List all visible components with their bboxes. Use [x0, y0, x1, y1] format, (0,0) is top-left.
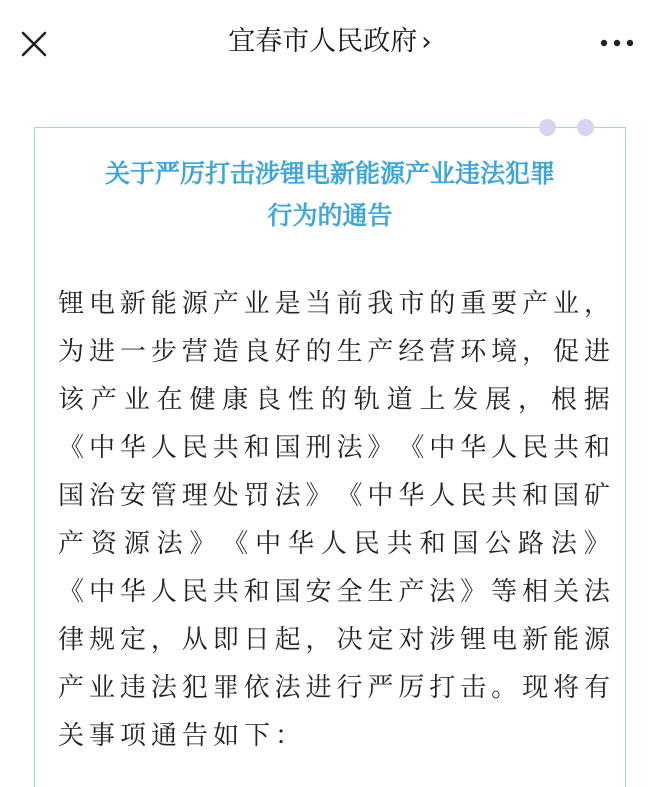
- decorative-dot: [539, 119, 556, 136]
- body-glyph: 罚: [243, 481, 270, 511]
- article-title-line: 行为的通告: [267, 201, 393, 230]
- body-line: [58, 664, 610, 712]
- body-glyph: 共: [212, 577, 239, 607]
- body-glyph: 民: [522, 433, 549, 463]
- body-glyph: 进: [88, 337, 115, 367]
- body-glyph: 根: [550, 385, 577, 415]
- body-glyph: 业: [243, 289, 270, 319]
- body-glyph: 国: [274, 433, 301, 463]
- body-glyph: 营: [181, 337, 208, 367]
- body-glyph: 在: [156, 385, 183, 415]
- body-glyph: 和: [522, 481, 549, 511]
- body-glyph: 是: [274, 289, 301, 319]
- body-glyph: 中: [367, 481, 394, 511]
- body-glyph: 国: [58, 481, 85, 511]
- body-glyph: 法: [150, 673, 177, 703]
- body-glyph: 将: [553, 673, 580, 703]
- body-glyph: 造: [212, 337, 239, 367]
- body-glyph: 日: [243, 625, 270, 655]
- body-glyph: 人: [429, 481, 456, 511]
- body-glyph: 上: [419, 385, 446, 415]
- body-glyph: 全: [336, 577, 363, 607]
- body-glyph: 人: [150, 577, 177, 607]
- body-glyph: 》: [189, 529, 216, 559]
- body-glyph: 即: [212, 625, 239, 655]
- body-glyph: 产: [367, 337, 394, 367]
- body-glyph: ，: [150, 625, 177, 655]
- body-glyph: 安: [119, 481, 146, 511]
- body-glyph: 罪: [212, 673, 239, 703]
- body-glyph: 国: [274, 577, 301, 607]
- body-glyph: 。: [491, 673, 518, 703]
- decorative-dot: [577, 119, 594, 136]
- body-glyph: 良: [243, 337, 270, 367]
- body-line: [58, 424, 610, 472]
- body-glyph: 相: [522, 577, 549, 607]
- body-glyph: 健: [189, 385, 216, 415]
- body-glyph: 的: [429, 289, 456, 319]
- body-line: [58, 568, 610, 616]
- body-glyph: 涉: [429, 625, 456, 655]
- body-glyph: 定: [119, 625, 146, 655]
- body-glyph: 中: [88, 433, 115, 463]
- body-glyph: 生: [336, 337, 363, 367]
- body-glyph: 》: [305, 481, 332, 511]
- body-glyph: 厉: [398, 673, 425, 703]
- body-glyph: 产: [58, 529, 85, 559]
- body-glyph: 产: [58, 673, 85, 703]
- body-glyph: 》: [460, 577, 487, 607]
- body-glyph: 华: [119, 433, 146, 463]
- body-glyph: ，: [522, 337, 549, 367]
- body-glyph: 重: [460, 289, 487, 319]
- body-glyph: 轨: [353, 385, 380, 415]
- body-glyph: 规: [88, 625, 115, 655]
- body-glyph: 法: [550, 529, 577, 559]
- body-glyph: 华: [288, 529, 315, 559]
- body-glyph: 环: [460, 337, 487, 367]
- body-glyph: 我: [367, 289, 394, 319]
- body-glyph: 华: [398, 481, 425, 511]
- body-glyph: 路: [518, 529, 545, 559]
- body-glyph: 道: [386, 385, 413, 415]
- body-glyph: 国: [553, 481, 580, 511]
- body-glyph: 管: [150, 481, 177, 511]
- body-glyph: 好: [274, 337, 301, 367]
- body-glyph: 理: [181, 481, 208, 511]
- body-glyph: 源: [123, 529, 150, 559]
- body-glyph: 民: [460, 481, 487, 511]
- body-glyph: 和: [243, 577, 270, 607]
- body-glyph: 定: [367, 625, 394, 655]
- body-glyph: 安: [305, 577, 332, 607]
- body-glyph: 人: [150, 433, 177, 463]
- decorative-dots: [539, 119, 595, 137]
- chevron-right-icon: ›: [421, 27, 432, 57]
- body-glyph: 生: [367, 577, 394, 607]
- body-glyph: 》: [367, 433, 394, 463]
- body-glyph: 当: [305, 289, 332, 319]
- body-glyph: 起: [274, 625, 301, 655]
- body-glyph: 等: [491, 577, 518, 607]
- body-glyph: 市: [398, 289, 425, 319]
- body-glyph: 中: [255, 529, 282, 559]
- body-glyph: 能: [553, 625, 580, 655]
- body-glyph: 电: [88, 289, 115, 319]
- body-glyph: 锂: [58, 289, 85, 319]
- body-glyph: 法: [336, 433, 363, 463]
- account-name: 宜春市人民政府: [228, 26, 418, 57]
- body-glyph: 要: [491, 289, 518, 319]
- account-title-link[interactable]: [0, 22, 660, 62]
- article-title: [0, 153, 660, 237]
- body-glyph: 刑: [305, 433, 332, 463]
- body-glyph: 民: [181, 433, 208, 463]
- body-line: [58, 472, 610, 520]
- body-glyph: 和: [243, 433, 270, 463]
- body-glyph: 锂: [460, 625, 487, 655]
- body-glyph: 华: [119, 577, 146, 607]
- body-glyph: 产: [398, 577, 425, 607]
- body-glyph: 人: [320, 529, 347, 559]
- body-glyph: 共: [553, 433, 580, 463]
- body-glyph: 的: [320, 385, 347, 415]
- body-glyph: 犯: [181, 673, 208, 703]
- body-glyph: 现: [522, 673, 549, 703]
- body-glyph: 产: [212, 289, 239, 319]
- body-glyph: ，: [305, 625, 332, 655]
- body-line: [58, 616, 610, 664]
- body-glyph: 业: [123, 385, 150, 415]
- body-glyph: 步: [150, 337, 177, 367]
- body-glyph: 经: [398, 337, 425, 367]
- body-glyph: 决: [336, 625, 363, 655]
- body-glyph: 电: [491, 625, 518, 655]
- body-glyph: 治: [88, 481, 115, 511]
- body-glyph: 法: [274, 673, 301, 703]
- body-glyph: 新: [522, 625, 549, 655]
- body-glyph: 《: [222, 529, 249, 559]
- body-glyph: 发: [452, 385, 479, 415]
- body-glyph: 击: [460, 673, 487, 703]
- body-glyph: 违: [119, 673, 146, 703]
- body-glyph: 人: [491, 433, 518, 463]
- body-glyph: 的: [305, 337, 332, 367]
- body-glyph: 对: [398, 625, 425, 655]
- body-glyph: 前: [336, 289, 363, 319]
- body-glyph: 》: [583, 529, 610, 559]
- body-glyph: ，: [583, 289, 610, 319]
- body-glyph: 良: [255, 385, 282, 415]
- body-glyph: 法: [583, 577, 610, 607]
- body-glyph: 从: [181, 625, 208, 655]
- body-glyph: 行: [336, 673, 363, 703]
- body-glyph: 和: [583, 433, 610, 463]
- body-glyph: 进: [305, 673, 332, 703]
- body-glyph: 律: [58, 625, 85, 655]
- body-glyph: 产: [522, 289, 549, 319]
- body-glyph: 进: [583, 337, 610, 367]
- body-line: [58, 376, 610, 424]
- more-dots-icon: [600, 36, 634, 50]
- body-glyph: 法: [156, 529, 183, 559]
- body-glyph: 该: [58, 385, 85, 415]
- body-glyph: 法: [429, 577, 456, 607]
- body-glyph: 《: [58, 433, 85, 463]
- body-glyph: 中: [429, 433, 456, 463]
- body-glyph: 康: [222, 385, 249, 415]
- body-glyph: 民: [353, 529, 380, 559]
- body-glyph: 国: [452, 529, 479, 559]
- body-glyph: 资: [90, 529, 117, 559]
- top-navigation-bar: [0, 0, 660, 84]
- body-glyph: 华: [460, 433, 487, 463]
- body-glyph: 中: [88, 577, 115, 607]
- body-glyph: 关: [553, 577, 580, 607]
- body-glyph: 有: [583, 673, 610, 703]
- body-glyph: 源: [181, 289, 208, 319]
- body-glyph: 促: [553, 337, 580, 367]
- body-glyph: 性: [288, 385, 315, 415]
- body-glyph: 法: [274, 481, 301, 511]
- body-glyph: 营: [429, 337, 456, 367]
- body-line: [58, 520, 610, 568]
- body-glyph: 《: [58, 577, 85, 607]
- body-glyph: 源: [583, 625, 610, 655]
- body-line: 关事项通告如下：: [58, 721, 307, 751]
- more-options-button[interactable]: [600, 35, 634, 49]
- body-glyph: ，: [518, 385, 545, 415]
- article-body: [58, 280, 610, 760]
- body-glyph: 为: [58, 337, 85, 367]
- body-glyph: 依: [243, 673, 270, 703]
- article-title-line: 关于严厉打击涉锂电新能源产业违法犯罪: [104, 159, 555, 188]
- body-glyph: 业: [88, 673, 115, 703]
- body-glyph: 《: [336, 481, 363, 511]
- body-glyph: 展: [485, 385, 512, 415]
- body-glyph: 境: [491, 337, 518, 367]
- body-glyph: 《: [398, 433, 425, 463]
- body-glyph: 民: [181, 577, 208, 607]
- body-glyph: 矿: [583, 481, 610, 511]
- body-glyph: 一: [119, 337, 146, 367]
- body-line: [58, 328, 610, 376]
- body-glyph: 严: [367, 673, 394, 703]
- body-glyph: 处: [212, 481, 239, 511]
- body-glyph: 据: [583, 385, 610, 415]
- body-glyph: 新: [119, 289, 146, 319]
- body-glyph: 和: [419, 529, 446, 559]
- body-line: [58, 280, 610, 328]
- body-glyph: 共: [386, 529, 413, 559]
- body-glyph: 产: [90, 385, 117, 415]
- body-glyph: 业: [553, 289, 580, 319]
- body-glyph: 能: [150, 289, 177, 319]
- body-glyph: 共: [491, 481, 518, 511]
- body-glyph: 公: [485, 529, 512, 559]
- body-glyph: 共: [212, 433, 239, 463]
- body-glyph: 打: [429, 673, 456, 703]
